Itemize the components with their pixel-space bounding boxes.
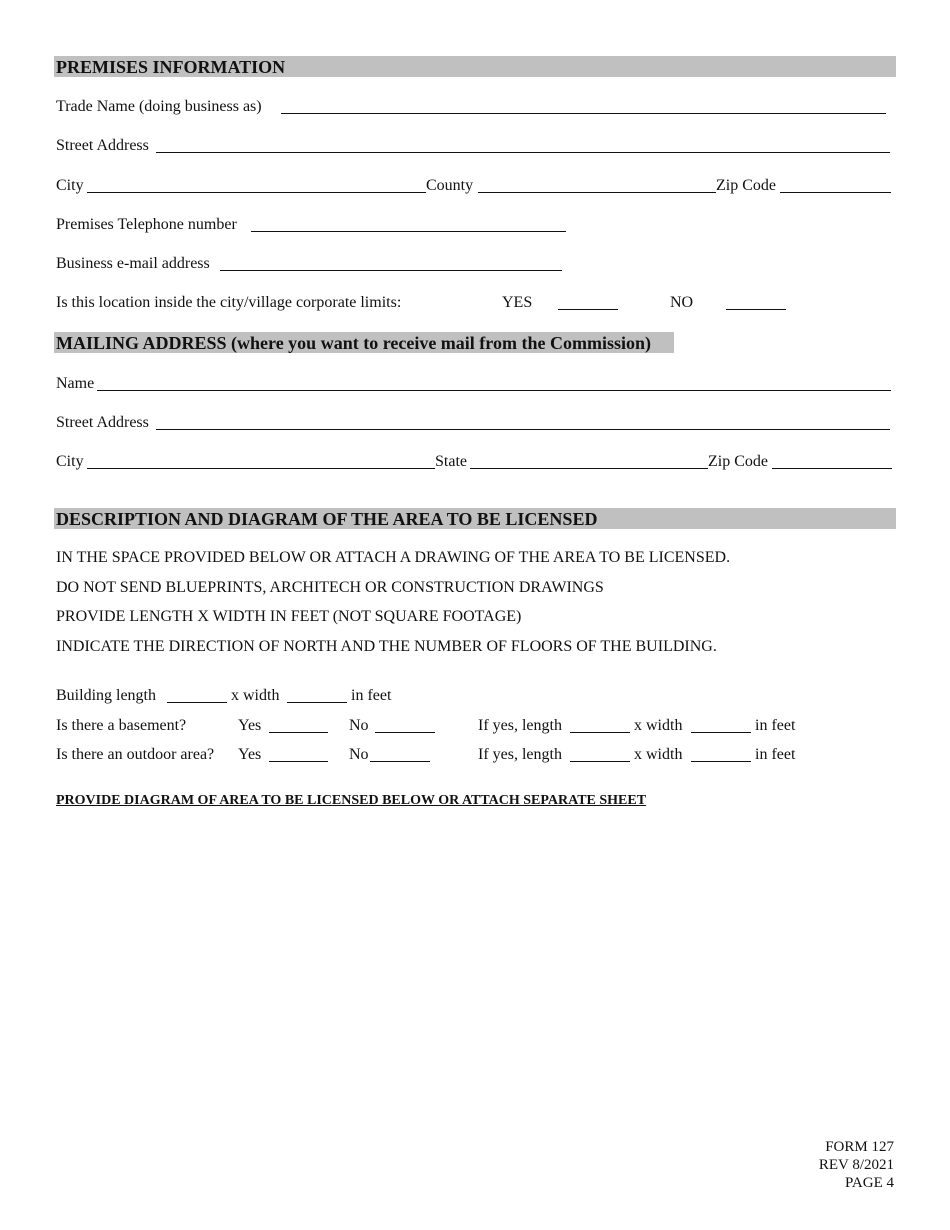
basement-question: Is there a basement? <box>56 717 187 734</box>
diagram-title: PROVIDE DIAGRAM OF AREA TO BE LICENSED BELOW OR ATTACH SEPARATE SHEET <box>56 793 647 808</box>
form-number: FORM 127 <box>825 1139 894 1155</box>
mailing-zip-label: Zip Code <box>708 453 768 470</box>
limits-no-label: NO <box>670 294 694 311</box>
premises-county-label: County <box>426 177 474 194</box>
instruction-line-1: IN THE SPACE PROVIDED BELOW OR ATTACH A DRAWING OF THE AREA TO BE LICENSED. <box>56 549 731 566</box>
basement-row <box>56 715 896 737</box>
mailing-state-label: State <box>435 453 467 470</box>
mailing-city-row <box>56 451 896 473</box>
building-length-field[interactable] <box>167 702 227 703</box>
email-label: Business e-mail address <box>56 255 210 272</box>
limits-row <box>56 292 896 314</box>
outdoor-row <box>56 744 896 766</box>
outdoor-length-label: If yes, length <box>478 746 562 763</box>
premises-city-field[interactable] <box>87 192 426 193</box>
premises-heading: PREMISES INFORMATION <box>54 56 896 77</box>
basement-no-label: No <box>349 717 369 734</box>
email-row <box>56 253 896 275</box>
form-revision: REV 8/2021 <box>818 1157 894 1173</box>
building-in-feet-label: in feet <box>351 687 392 704</box>
outdoor-length-field[interactable] <box>570 761 630 762</box>
building-size-row <box>56 685 896 707</box>
outdoor-width-field[interactable] <box>691 761 751 762</box>
outdoor-no-label: No <box>349 746 369 763</box>
limits-question: Is this location inside the city/village corporate limits: <box>56 294 402 311</box>
phone-row <box>56 214 896 236</box>
outdoor-no-field[interactable] <box>370 761 430 762</box>
outdoor-yes-field[interactable] <box>269 761 328 762</box>
basement-width-field[interactable] <box>691 732 751 733</box>
mailing-name-field[interactable] <box>97 390 891 391</box>
building-width-field[interactable] <box>287 702 347 703</box>
trade-name-label: Trade Name (doing business as) <box>56 98 262 115</box>
mailing-name-label: Name <box>56 375 95 392</box>
premises-city-label: City <box>56 177 84 194</box>
form-footer <box>819 1138 894 1192</box>
email-field[interactable] <box>220 270 562 271</box>
mailing-city-label: City <box>56 453 84 470</box>
mailing-city-field[interactable] <box>87 468 435 469</box>
limits-yes-label: YES <box>502 294 533 311</box>
mailing-zip-field[interactable] <box>772 468 892 469</box>
outdoor-question: Is there an outdoor area? <box>56 746 215 763</box>
building-width-label: x width <box>231 687 280 704</box>
limits-yes-field[interactable] <box>558 309 618 310</box>
description-heading: DESCRIPTION AND DIAGRAM OF THE AREA TO BE LICENSED <box>54 508 896 529</box>
basement-length-field[interactable] <box>570 732 630 733</box>
outdoor-in-feet-label: in feet <box>755 746 796 763</box>
premises-street-field[interactable] <box>156 152 890 153</box>
premises-street-row <box>56 135 896 157</box>
outdoor-width-label: x width <box>634 746 683 763</box>
mailing-street-label: Street Address <box>56 414 149 431</box>
basement-yes-label: Yes <box>238 717 262 734</box>
trade-name-field[interactable] <box>281 113 886 114</box>
building-length-label: Building length <box>56 687 156 704</box>
instruction-line-4: INDICATE THE DIRECTION OF NORTH AND THE NUMBER OF FLOORS OF THE BUILDING. <box>56 638 717 655</box>
mailing-state-field[interactable] <box>470 468 708 469</box>
phone-field[interactable] <box>251 231 566 232</box>
premises-zip-label: Zip Code <box>716 177 776 194</box>
phone-label: Premises Telephone number <box>56 216 237 233</box>
mailing-heading: MAILING ADDRESS (where you want to receive mail from the Commission) <box>54 332 674 353</box>
mailing-street-field[interactable] <box>156 429 890 430</box>
basement-in-feet-label: in feet <box>755 717 796 734</box>
mailing-street-row <box>56 412 896 434</box>
outdoor-yes-label: Yes <box>238 746 262 763</box>
basement-width-label: x width <box>634 717 683 734</box>
basement-no-field[interactable] <box>375 732 435 733</box>
premises-street-label: Street Address <box>56 137 149 154</box>
basement-yes-field[interactable] <box>269 732 328 733</box>
instruction-line-3: PROVIDE LENGTH X WIDTH IN FEET (NOT SQUARE FOOTAGE) <box>56 608 522 625</box>
trade-name-row <box>56 96 896 118</box>
limits-no-field[interactable] <box>726 309 786 310</box>
premises-city-row <box>56 175 896 197</box>
diagram-area[interactable] <box>56 820 894 1120</box>
basement-length-label: If yes, length <box>478 717 562 734</box>
premises-zip-field[interactable] <box>780 192 891 193</box>
instruction-line-2: DO NOT SEND BLUEPRINTS, ARCHITECH OR CONSTRUCTION DRAWINGS <box>56 579 604 596</box>
mailing-name-row <box>56 373 896 395</box>
premises-county-field[interactable] <box>478 192 716 193</box>
page-number: PAGE 4 <box>844 1175 894 1191</box>
